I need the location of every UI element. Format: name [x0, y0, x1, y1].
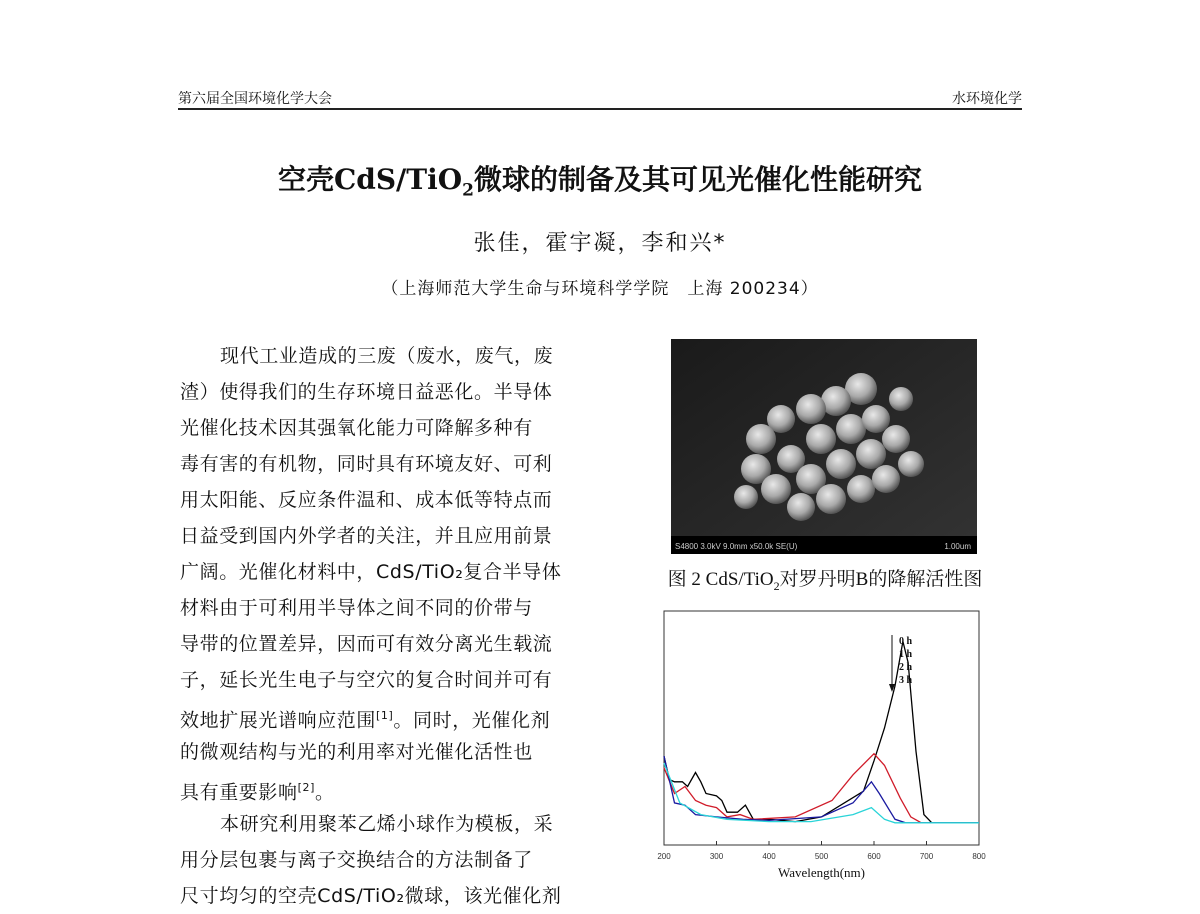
x-tick-label: 400	[762, 852, 776, 861]
body-line	[180, 698, 580, 734]
body-line: 用分层包裹与离子交换结合的方法制备了	[180, 849, 533, 871]
body-line: 渣）使得我们的生存环境日益恶化。半导体	[180, 381, 553, 403]
body-line: 广阔。光催化材料中，CdS/TiO₂复合半导体	[180, 561, 562, 583]
uv-vis-chart	[640, 600, 1000, 897]
x-tick-label: 800	[972, 852, 986, 861]
series-line-2h	[664, 756, 979, 823]
body-line: 现代工业造成的三废（废水，废气，废	[220, 345, 554, 367]
body-line: 子，延长光生电子与空穴的复合时间并可有	[180, 669, 553, 691]
title-subscript: 2	[462, 180, 474, 201]
body-text-span: 效地扩展光谱响应范围	[180, 709, 377, 732]
body-line: 导带的位置差异，因而可有效分离光生载流	[180, 633, 553, 655]
title-text: 空壳CdS/TiO	[277, 163, 463, 196]
series-line-1h	[664, 754, 979, 823]
citation-link[interactable]: [2]	[297, 781, 315, 794]
x-tick-label: 600	[867, 852, 881, 861]
series-line-3h	[664, 763, 979, 823]
body-line: 用太阳能、反应条件温和、成本低等特点而	[180, 489, 553, 511]
legend-label: 1 h	[899, 649, 913, 660]
body-line: 光催化技术因其强氧化能力可降解多种有	[180, 417, 533, 439]
legend-label: 3 h	[899, 675, 913, 686]
body-text-span: 。	[315, 781, 335, 804]
body-line: 毒有害的有机物，同时具有环境友好、可利	[180, 453, 553, 475]
sem-scale: 1.00um	[944, 542, 971, 551]
title-text-suffix: 微球的制备及其可见光催化性能研究	[474, 163, 923, 196]
body-line	[180, 770, 580, 806]
legend-label: 2 h	[899, 662, 913, 673]
x-axis-label: Wavelength(nm)	[777, 865, 866, 880]
series-line-0h	[664, 641, 979, 822]
plot-frame	[664, 611, 979, 845]
header-rule	[178, 108, 1022, 110]
caption-subscript: 2	[773, 578, 780, 593]
sem-info: S4800 3.0kV 9.0mm x50.0k SE(U)	[675, 542, 798, 551]
caption-text: 图 2 CdS/TiO	[667, 569, 774, 590]
authors: 张佳，霍宇凝，李和兴*	[473, 231, 727, 256]
section-name: 水环境化学	[952, 91, 1022, 107]
figure-caption	[640, 564, 1010, 594]
x-tick-label: 700	[919, 852, 934, 861]
sem-micrograph	[671, 339, 977, 554]
body-line: 尺寸均匀的空壳CdS/TiO₂微球，该光催化剂	[180, 885, 562, 907]
affiliation: （上海师范大学生命与环境科学学院 上海 200234）	[381, 279, 819, 299]
x-tick-label: 200	[657, 852, 671, 861]
caption-text-suffix: 对罗丹明B的降解活性图	[779, 569, 983, 590]
body-text-span: 具有重要影响	[180, 781, 298, 804]
conference-name: 第六届全国环境化学大会	[178, 91, 332, 107]
citation-link[interactable]: [1]	[376, 709, 394, 722]
body-text-span: 。同时，光催化剂	[393, 709, 551, 732]
body-line: 日益受到国内外学者的关注，并且应用前景	[180, 525, 553, 547]
x-tick-label: 500	[814, 852, 829, 861]
body-line: 本研究利用聚苯乙烯小球作为模板，采	[220, 813, 554, 835]
body-text	[180, 338, 580, 914]
body-line: 材料由于可利用半导体之间不同的价带与	[180, 597, 533, 619]
paper-title	[0, 158, 1200, 201]
x-tick-label: 300	[709, 852, 724, 861]
body-line: 的微观结构与光的利用率对光催化活性也	[180, 741, 533, 763]
legend-label: 0 h	[899, 636, 913, 647]
